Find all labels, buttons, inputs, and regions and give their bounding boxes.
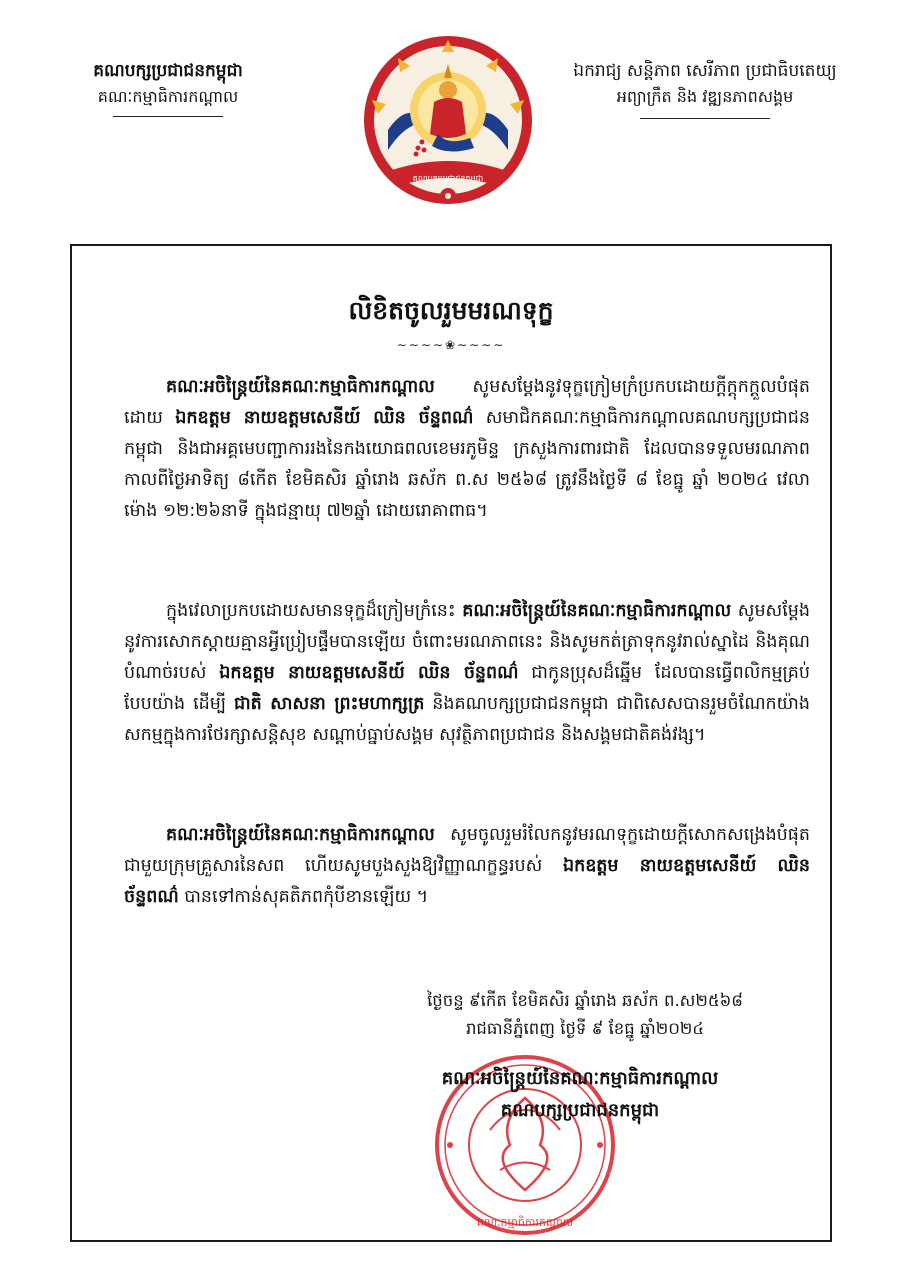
paragraph-text: និងគណបក្សប្រជាជនកម្ពុជា ជាពិសេសបានរួមចំណែកយ៉ាងសកម្មក្នុងការថែរក្សាសន្តិសុខ សណ្តាប់ធ្នាប់សង្គម សុវត្ថិភាពប្រជាជន និងសង្គមជាតិគង់វង្ស។ [124,694,810,745]
header-underline [113,116,223,117]
committee-bold: គណៈអចិន្ត្រៃយ៍នៃគណៈកម្មាធិការកណ្តាល [462,601,732,621]
deceased-name-bold: ឯកឧត្តម នាយឧត្តមសេនីយ៍ ឈិន ច័ន្ទពណ៌ [175,408,474,428]
committee-bold: គណៈអចិន្ត្រៃយ៍នៃគណៈកម្មាធិការកណ្តាល [166,825,435,845]
deceased-name-bold: ឯកឧត្តម នាយឧត្តមសេនីយ៍ ឈិន ច័ន្ទពណ៌ [219,663,519,683]
party-name: គណបក្សប្រជាជនកម្ពុជា [93,61,243,81]
kingdom-motto [540,58,870,119]
place-and-date: រាជធានីភ្នំពេញ ថ្ងៃទី ៩ ខែធ្នូ ឆ្នាំ២០២៤ [465,1019,705,1038]
letter-title: លិខិតចូលរួមមរណទុក្ខ [348,296,554,325]
party-emblem-logo [358,30,538,210]
paragraph-3 [124,820,810,913]
emblem-banner-text: គណបក្សប្រជាជនកម្ពុជា [412,174,484,183]
paragraph-text: សូមសម្តែងនូវការសោកស្តាយគ្មានអ្វីប្រៀបផ្ទឹមបានឡើយ ចំពោះមរណភាពនេះ និងសូមកត់ត្រាទុកនូវរាល់ស្នាដៃ និងគុណបំណាច់របស់ [124,601,810,683]
seal-text: គណៈកម្មាធិការកណ្តាល [476,1216,574,1229]
nation-religion-king-bold: ជាតិ សាសនា ព្រះមហាក្សត្រ [234,694,425,714]
lunar-date: ថ្ងៃចន្ទ ៩កើត ខែមិគសិរ ឆ្នាំរោង ឆស័ក ព.ស២៥៦៨ [427,991,743,1010]
signature-party: គណបក្សប្រជាជនកម្ពុជា [500,1100,660,1121]
paragraph-text: សមាជិកគណៈកម្មាធិការកណ្តាលគណបក្សប្រជាជនកម្ពុជា និងជាអគ្គមេបញ្ជាការរងនៃកងយោធពលខេមរភូមិន្ទ ក្រសួងការពារជាតិ ដែលបានទទួលមរណភាព កាលពីថ្ងៃអាទិត្យ ៨កើត ខែមិគសិរ ឆ្នាំរោង ឆស័ក ព.ស ២៥៦៨ ត្រូវនឹងថ្ងៃទី ៨ ខែធ្នូ ឆ្នាំ ២០២៤ វេលាម៉ោង ១២:២៦នាទី ក្នុងជន្មាយុ ៧២ឆ្នាំ ដោយរោគាពាធ។ [124,408,810,521]
signature-committee: គណៈអចិន្ត្រៃយ៍នៃគណៈកម្មាធិការកណ្តាល [441,1068,719,1089]
paragraph-text: ជាកូនប្រុសដ៏ឆ្នើម ដែលបានធ្វើពលិកម្មគ្រប់បែបយ៉ាង ដើម្បី [124,663,810,714]
party-header [48,58,288,117]
paragraph-1 [124,372,810,527]
paragraph-text: សូមសម្តែងនូវទុក្ខក្រៀមក្រំប្រកបដោយក្តីក្តុកក្តួលបំផុតដោយ [124,377,810,428]
deceased-name-bold: ឯកឧត្តម នាយឧត្តមសេនីយ៍ ឈិន ច័ន្ទពណ៌ [124,856,810,907]
paragraph-text: សូមចូលរួមរំលែកនូវមរណទុក្ខដោយក្តីសោកសង្រេងបំផុតជាមួយក្រុមគ្រួសារនៃសព ហើយសូមបួងសួងឱ្យវិញ្ញាណក្ខន្ធរបស់ [124,825,810,876]
motto-line-1: ឯករាជ្យ សន្តិភាព សេរីភាព ប្រជាធិបតេយ្យ [573,61,837,81]
paragraph-text: បានទៅកាន់សុគតិភពកុំបីខានឡើយ ។ [178,887,429,907]
title-ornament: ∼∼∼∼❀∼∼∼∼ [396,338,506,352]
motto-underline [640,118,770,119]
paragraph-2 [124,596,810,751]
motto-line-2: អព្យាក្រឹត និង វឌ្ឍនភាពសង្គម [616,87,794,106]
committee-bold: គណៈអចិន្ត្រៃយ៍នៃគណៈកម្មាធិការកណ្តាល [166,377,435,397]
committee-name: គណៈកម្មាធិការកណ្តាល [97,87,239,106]
paragraph-text: ក្នុងវេលាប្រកបដោយសមានទុក្ខដ៏ក្រៀមក្រំនេះ [166,601,463,621]
